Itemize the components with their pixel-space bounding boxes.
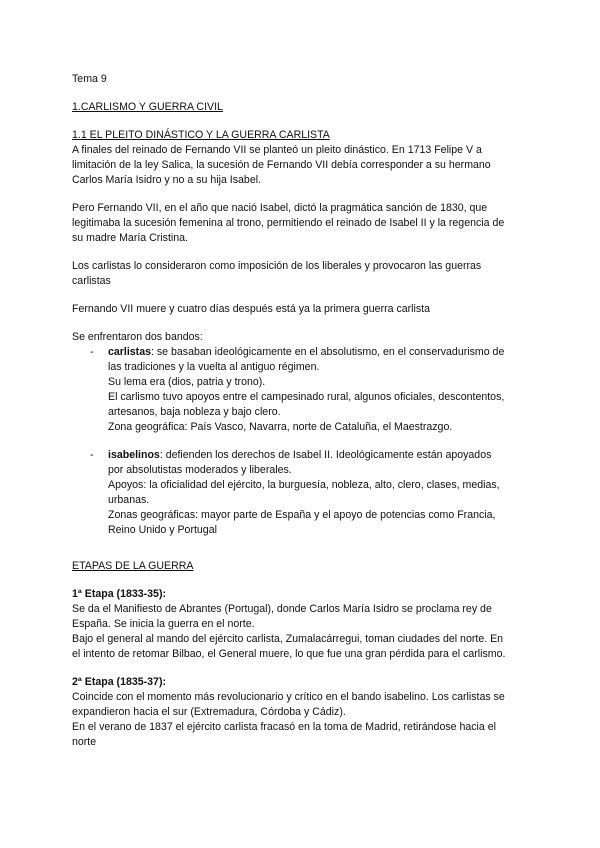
subsection-title: 1.1 EL PLEITO DINÁSTICO Y LA GUERRA CARLISTA (72, 129, 330, 141)
bullet-first-line (108, 345, 532, 360)
spacer (72, 574, 532, 587)
spacer (72, 317, 532, 330)
paragraph-line: norte (72, 736, 97, 748)
bullet-line: El carlismo tuvo apoyos entre el campesinado rural, algunos oficiales, descontentos, (108, 391, 505, 403)
bullet-dash: - (90, 449, 94, 461)
bullet-line: Su lema era (dios, patria y trono). (108, 376, 266, 388)
etapa-1-body (72, 602, 532, 662)
etapa-2-title: 2ª Etapa (1835-37): (72, 676, 167, 688)
paragraph-line: expandieron hacia el sur (Extremadura, Córdoba y Cádiz). (72, 706, 346, 718)
spacer (72, 115, 532, 128)
spacer (72, 662, 532, 675)
spacer (72, 188, 532, 201)
tema-heading: Tema 9 (72, 73, 107, 85)
document-page (72, 72, 532, 750)
paragraph-1 (72, 143, 532, 188)
paragraph-line: Pero Fernando VII, en el año que nació Isabel, dictó la pragmática sanción de 1830, que (72, 202, 488, 214)
etapa-1-title: 1ª Etapa (1833-35): (72, 588, 167, 600)
paragraph-3 (72, 259, 532, 289)
bullet-line: Zonas geográficas: mayor parte de España y el apoyo de potencias como Francia, (108, 509, 496, 521)
spacer (72, 289, 532, 302)
bullet-isabelinos (72, 448, 532, 538)
etapas-title: ETAPAS DE LA GUERRA (72, 560, 194, 572)
paragraph-line: carlistas (72, 275, 111, 287)
paragraph-line: Se da el Manifiesto de Abrantes (Portugal), donde Carlos María Isidro se proclama rey de (72, 603, 492, 615)
section-title: 1.CARLISMO Y GUERRA CIVIL (72, 101, 223, 113)
paragraph-line: Bajo el general al mando del ejército carlista, Zumalacárregui, toman ciudades del norte. En (72, 633, 504, 645)
bullet-line: las tradiciones y la vuelta al antiguo régimen. (108, 361, 320, 373)
paragraph-line: el intento de retomar Bilbao, el General muere, lo que fue una gran pérdida para el carlismo. (72, 648, 506, 660)
paragraph-line: En el verano de 1837 el ejército carlista fracasó en la toma de Madrid, retirándose hacia el (72, 721, 496, 733)
paragraph-line: España. Se inicia la guerra en el norte. (72, 618, 255, 630)
bullet-line: por absolutistas moderados y liberales. (108, 464, 292, 476)
bullet-label: isabelinos (108, 449, 160, 461)
paragraph-line: A finales del reinado de Fernando VII se planteó un pleito dinástico. En 1713 Felipe V a (72, 144, 482, 156)
paragraph-line: Coincide con el momento más revolucionario y crítico en el bando isabelino. Los carlistas se (72, 691, 505, 703)
paragraph-2 (72, 201, 532, 246)
spacer (72, 246, 532, 259)
bullet-line: Reino Unido y Portugal (108, 524, 217, 536)
paragraph-line: Carlos María Isidro y no a su hija Isabel. (72, 174, 262, 186)
bullet-line: artesanos, baja nobleza y bajo clero. (108, 406, 281, 418)
bullet-text: : se basaban ideológicamente en el absolutismo, en el conservadurismo de (151, 346, 505, 358)
bullet-label: carlistas (108, 346, 151, 358)
paragraph-4: Fernando VII muere y cuatro días después está ya la primera guerra carlista (72, 303, 431, 315)
paragraph-line: su madre María Cristina. (72, 232, 188, 244)
paragraph-line: limitación de la ley Salica, la sucesión de Fernando VII debía corresponder a su hermano (72, 159, 491, 171)
spacer (72, 87, 532, 100)
paragraph-line: Los carlistas lo consideraron como imposición de los liberales y provocaron las guerras (72, 260, 482, 272)
paragraph-line: legitimaba la sucesión femenina al trono, permitiendo el reinado de Isabel II y la regencia de (72, 217, 505, 229)
bullet-line: Zona geográfica: País Vasco, Navarra, norte de Cataluña, el Maestrazgo. (108, 421, 453, 433)
bandos-intro: Se enfrentaron dos bandos: (72, 331, 203, 343)
etapa-2-body (72, 690, 532, 750)
spacer (72, 435, 532, 448)
bullet-line: Apoyos: la oficialidad del ejército, la burguesía, nobleza, alto, clero, clases, medias, (108, 479, 500, 491)
spacer (72, 551, 532, 559)
bullet-line: urbanas. (108, 494, 150, 506)
bullet-first-line (108, 448, 532, 463)
bullet-text: : defienden los derechos de Isabel II. Ideológicamente están apoyados (159, 449, 492, 461)
bullet-dash: - (90, 346, 94, 358)
spacer (72, 538, 532, 551)
bullet-carlistas (72, 345, 532, 435)
